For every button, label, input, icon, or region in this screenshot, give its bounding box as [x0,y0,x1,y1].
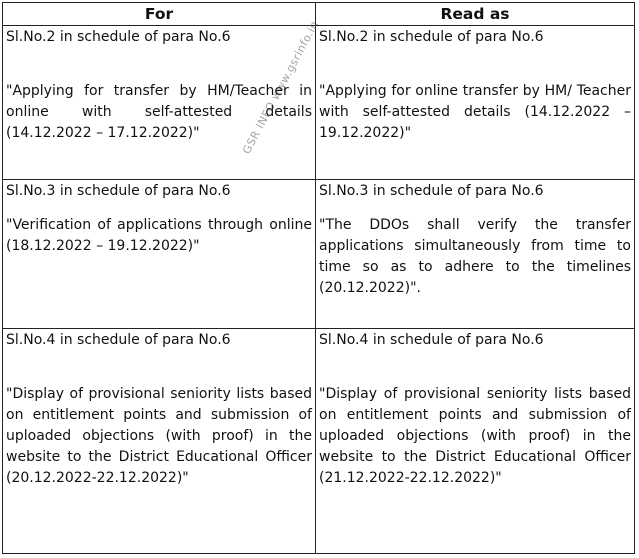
watermark-text: GSR INFO www.gsrinfo.in [240,18,322,157]
read-as-cell [316,329,635,554]
read-as-cell [316,179,635,329]
for-text: "Verification of applications through online (18.12.2022 – 19.12.2022)" [6,216,312,254]
header-for: For [3,3,316,26]
for-text: "Applying for transfer by HM/Teacher in online with self-attested details (14.12.2022 – 17.12.2022)" [6,83,312,141]
read-as-reference: Sl.No.4 in schedule of para No.6 [319,332,544,349]
read-as-text: "The DDOs shall verify the transfer applications simultaneously from time to time so as to adhere to the timelines (20.12.2022)". [319,216,631,296]
for-reference: Sl.No.2 in schedule of para No.6 [6,29,231,45]
read-as-cell [316,26,635,180]
read-as-reference: Sl.No.2 in schedule of para No.6 [319,29,544,45]
header-row [3,3,635,26]
table-row [3,329,635,554]
read-as-reference: Sl.No.3 in schedule of para No.6 [319,182,544,199]
for-cell [3,329,316,554]
for-reference: Sl.No.4 in schedule of para No.6 [6,332,231,349]
read-as-text: "Applying for online transfer by HM/ Teacher with self-attested details (14.12.2022 – 19.12.2022)" [319,83,631,141]
for-text: "Display of provisional seniority lists based on entitlement points and submission of uploaded objections (with proof) in the website to the District Educational Officer (20.12.2022-22.12.2022)" [6,386,312,487]
table-row [3,26,635,180]
read-as-text: "Display of provisional seniority lists based on entitlement points and submission of uploaded objections (with proof) in the website to the District Educational Officer (21.12.2022-22.12.2022)" [319,386,631,487]
for-cell [3,179,316,329]
header-read-as: Read as [316,3,635,26]
table-row [3,179,635,329]
for-reference: Sl.No.3 in schedule of para No.6 [6,182,231,199]
corrigendum-table [2,2,635,554]
